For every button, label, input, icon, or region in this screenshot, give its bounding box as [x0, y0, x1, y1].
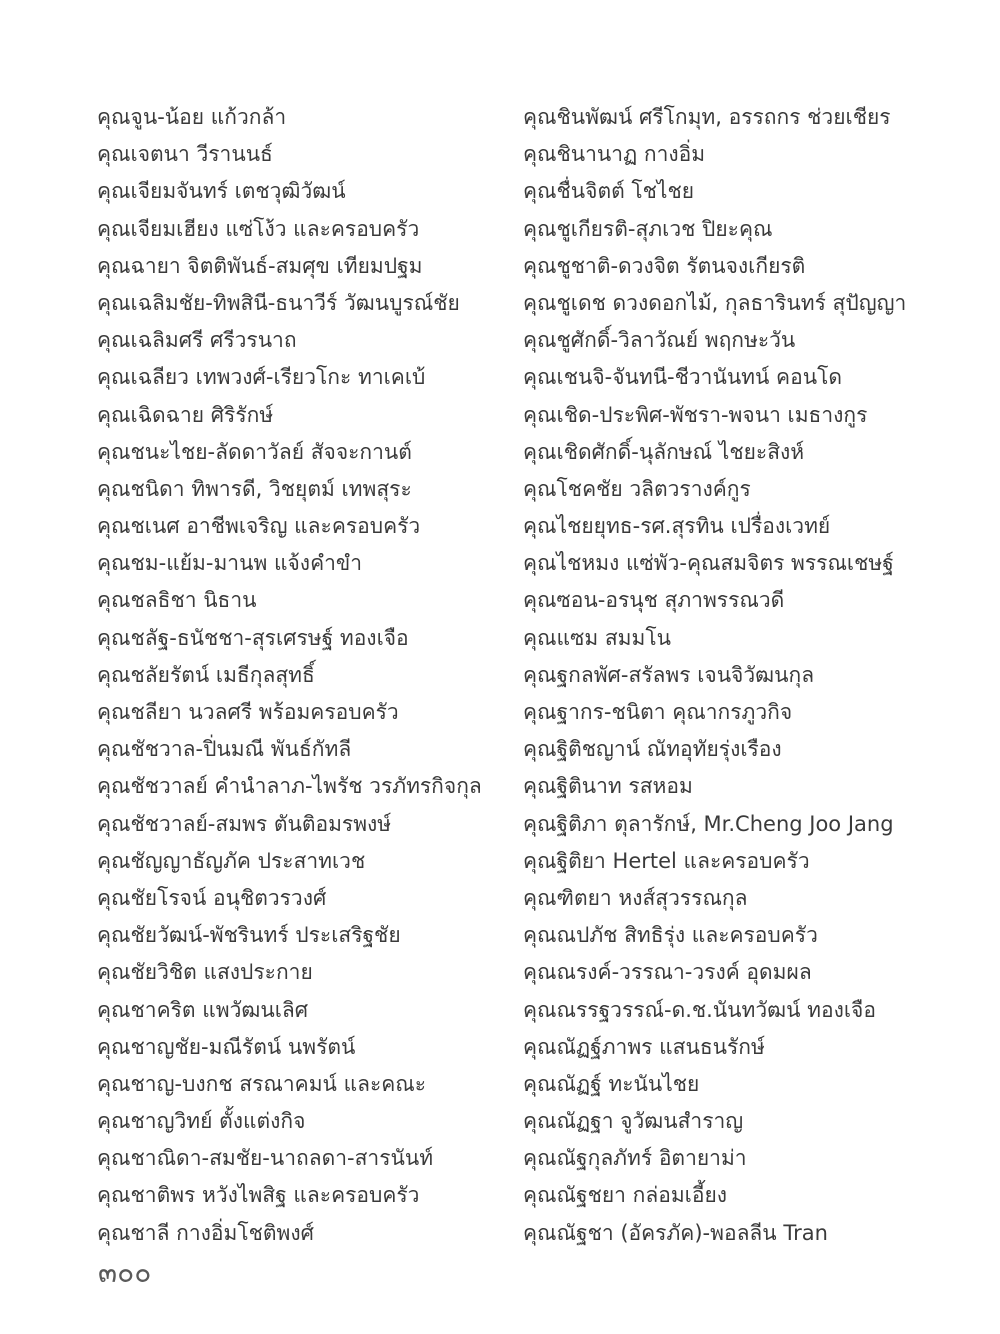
name-entry: คุณชัชวาลย์ คำนำลาภ-ไพรัช วรภัทรกิจกุล — [97, 774, 482, 799]
name-entry: คุณฐิติชญาน์ ณัทอุทัยรุ่งเรือง — [523, 737, 782, 762]
name-entry: คุณฑิตยา หงส์สุวรรณกุล — [523, 885, 748, 910]
page-number: ๓๐๐ — [98, 1256, 152, 1289]
name-entry: คุณไชยยุทธ-รศ.สุรทิน เปรื่องเวทย์ — [523, 514, 831, 539]
name-entry: คุณณัฐกุลภัทร์ อิตายาม่า — [523, 1146, 747, 1171]
name-entry: คุณชินพัฒน์ ศรีโกมุท, อรรถกร ช่วยเชียร — [523, 105, 891, 129]
name-entry: คุณเชิดศักดิ์-นุลักษณ์ ไชยะสิงห์ — [523, 439, 805, 464]
name-entry: คุณชลธิชา นิธาน — [97, 588, 257, 613]
name-entry: คุณไชหมง แซ่พัว-คุณสมจิตร พรรณเชษฐ์ — [523, 551, 894, 576]
name-entry: คุณชินานาฏ กางอิ่ม — [523, 142, 706, 167]
name-entry: คุณฐากร-ชนิตา คุณากรภูวกิจ — [523, 700, 793, 724]
name-entry: คุณชม-แย้ม-มานพ แจ้งคำขำ — [97, 551, 363, 576]
name-entry: คุณเจียมจันทร์ เตชวุฒิวัฒน์ — [97, 179, 346, 204]
name-entry: คุณชื่นจิตต์ โชไชย — [523, 179, 695, 204]
name-entry: คุณณปภัช สิทธิรุ่ง และครอบครัว — [523, 923, 818, 948]
name-entry: คุณชลัฐ-ธนัชชา-สุรเศรษฐ์ ทองเจือ — [97, 625, 409, 650]
name-entry: คุณชลียา นวลศรี พร้อมครอบครัว — [97, 700, 399, 724]
name-entry: คุณฐิตินาท รสหอม — [523, 774, 693, 799]
name-entry: คุณฐิติยา Hertel และครอบครัว — [523, 848, 810, 873]
left-name-column — [97, 99, 517, 1252]
name-entry: คุณชลัยรัตน์ เมธีกุลสุทธิ์ — [97, 662, 315, 687]
name-entry: คุณชูเกียรติ-สุภเวช ปิยะคุณ — [523, 216, 773, 241]
name-entry: คุณชูเดช ดวงดอกไม้, กุลธารินทร์ สุปัญญา — [523, 290, 907, 315]
name-entry: คุณชาติพร หวังไพสิฐ และครอบครัว — [97, 1183, 420, 1208]
name-entry: คุณชเนศ อาชีพเจริญ และครอบครัว — [97, 514, 421, 539]
name-entry: คุณชาณิดา-สมชัย-นาถลดา-สารนันท์ — [97, 1146, 434, 1171]
name-entry: คุณชาคริต แพวัฒนเลิศ — [97, 997, 309, 1022]
name-entry: คุณโชคชัย วลิตวรางค์กูร — [523, 476, 751, 501]
name-entry: คุณชัยวิชิต แสงประกาย — [97, 960, 313, 985]
name-entry: คุณณัฐชา (อัครภัค)-พอลลีน Tran — [523, 1220, 828, 1245]
name-entry: คุณชัชวาลย์-สมพร ตันติอมรพงษ์ — [97, 811, 392, 836]
name-entry: คุณชาลี กางอิ่มโชติพงศ์ — [97, 1220, 314, 1245]
name-entry: คุณชาญวิทย์ ตั้งแต่งกิจ — [97, 1109, 306, 1134]
name-entry: คุณชัญญาธัญภัค ประสาทเวช — [97, 848, 366, 873]
name-entry: คุณซอน-อรนุช สุภาพรรณวดี — [523, 588, 785, 613]
name-entry: คุณชนะไชย-ลัดดาวัลย์ สัจจะกานต์ — [97, 439, 412, 464]
name-entry: คุณณัฏฐ์ภาพร แสนธนรักษ์ — [523, 1034, 765, 1059]
name-entry: คุณณัฏฐา จูวัฒนสำราญ — [523, 1109, 744, 1134]
name-entry: คุณชัชวาล-ปิ่นมณี พันธ์กัทลี — [97, 737, 352, 762]
name-entry: คุณชาญ-บงกช สรณาคมน์ และคณะ — [97, 1071, 427, 1096]
right-name-column — [523, 99, 993, 1252]
name-entry: คุณชัยโรจน์ อนุชิตวรวงศ์ — [97, 885, 327, 910]
name-entry: คุณณัฐชยา กล่อมเอี้ยง — [523, 1183, 728, 1208]
name-entry: คุณฐกลพัศ-สรัลพร เจนจิวัฒนกุล — [523, 662, 815, 687]
name-entry: คุณชูศักดิ์-วิลาวัณย์ พฤกษะวัน — [523, 328, 796, 353]
name-entry: คุณแซม สมมโน — [523, 625, 671, 650]
name-entry: คุณฐิติภา ตุลารักษ์, Mr.Cheng Joo Jang — [523, 811, 894, 836]
name-entry: คุณชนิดา ทิพารดี, วิชยุตม์ เทพสุระ — [97, 476, 412, 501]
name-entry: คุณณรงค์-วรรณา-วรงค์ อุดมผล — [523, 960, 812, 985]
name-entry: คุณณัฏฐ์ ทะนันไชย — [523, 1071, 700, 1096]
name-entry: คุณจูน-น้อย แก้วกล้า — [97, 105, 287, 129]
name-entry: คุณเจียมเฮียง แซ่โง้ว และครอบครัว — [97, 216, 420, 241]
name-entry: คุณเชิด-ประพิศ-พัชรา-พจนา เมธางกูร — [523, 402, 868, 427]
name-entry: คุณฉายา จิตติพันธ์-สมศุข เทียมปฐม — [97, 253, 423, 278]
name-entry: คุณเฉลิมชัย-ทิพสินี-ธนาวีร์ วัฒนบูรณ์ชัย — [97, 290, 460, 315]
name-entry: คุณชูชาติ-ดวงจิต รัตนจงเกียรติ — [523, 253, 806, 278]
name-entry: คุณเฉิดฉาย ศิริรักษ์ — [97, 402, 274, 427]
name-entry: คุณณรรฐวรรณ์-ด.ช.นันทวัฒน์ ทองเจือ — [523, 997, 876, 1022]
name-entry: คุณเฉลิมศรี ศรีวรนาถ — [97, 328, 297, 353]
name-entry: คุณเชนจิ-จันทนี-ชีวานันทน์ คอนโด — [523, 365, 842, 390]
name-entry: คุณเจตนา วีรานนธ์ — [97, 142, 273, 167]
name-entry: คุณเฉลียว เทพวงศ์-เรียวโกะ ทาเคเบ้ — [97, 365, 426, 390]
name-entry: คุณชัยวัฒน์-พัชรินทร์ ประเสริฐชัย — [97, 923, 401, 948]
name-entry: คุณชาญชัย-มณีรัตน์ นพรัตน์ — [97, 1034, 356, 1059]
